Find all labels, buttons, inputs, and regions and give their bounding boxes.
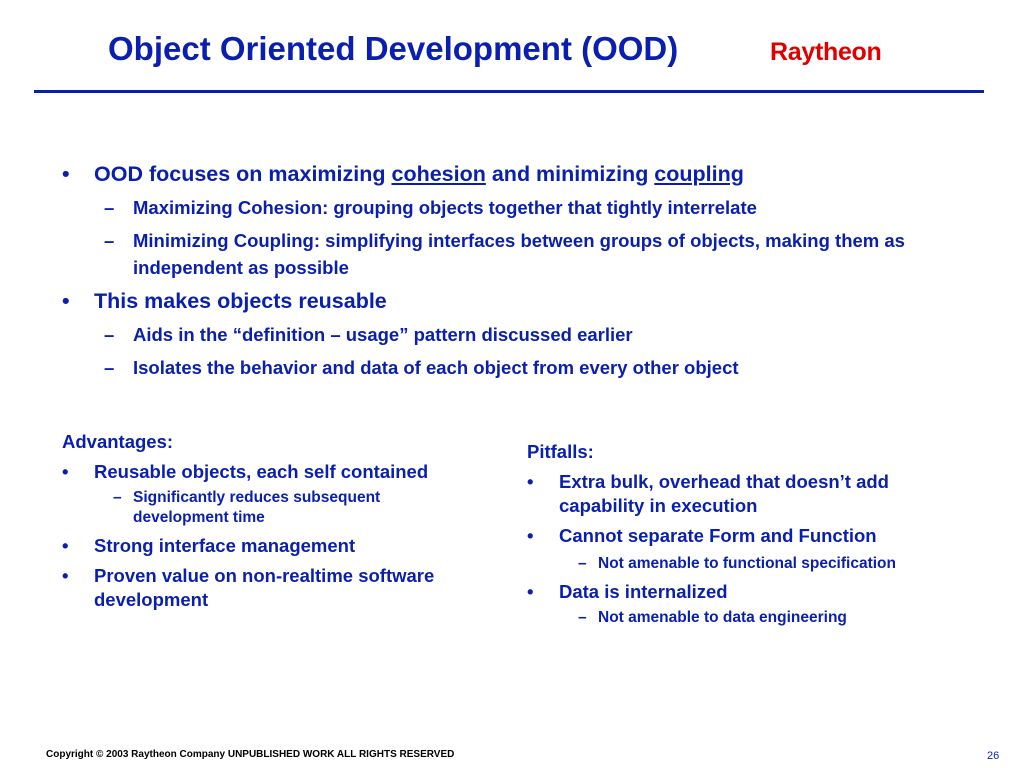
pitfall-sub-text: Not amenable to functional specification (598, 555, 896, 572)
slide-title: Object Oriented Development (OOD) (108, 30, 679, 67)
dash-marker: – (104, 230, 115, 251)
advantages-column (62, 430, 462, 612)
sub-bullet-coupling (62, 227, 962, 281)
bullet-text: and minimizing (485, 162, 655, 186)
bullet-text: This makes objects reusable (94, 289, 387, 313)
sub-bullet-text: Minimizing Coupling: simplifying interfaces between groups of objects, making them as independent as possible (133, 230, 905, 278)
dash-marker: – (104, 197, 115, 218)
dash-marker: – (104, 357, 115, 378)
dash-marker: – (104, 324, 115, 345)
advantage-text: Proven value on non-realtime software development (94, 565, 435, 610)
bullet-reusable (62, 287, 962, 315)
bullet-marker: • (62, 289, 70, 313)
bullet-marker: • (62, 162, 70, 186)
pitfall-sub-item (527, 608, 967, 628)
copyright-footer: Copyright © 2003 Raytheon Company UNPUBLISHED WORK ALL RIGHTS RESERVED (46, 749, 455, 760)
pitfall-text: Cannot separate Form and Function (559, 525, 877, 546)
pitfalls-heading: Pitfalls: (527, 441, 594, 462)
sub-bullet-text: Maximizing Cohesion: grouping objects together that tightly interrelate (133, 197, 757, 218)
pitfalls-column (527, 440, 967, 628)
dash-marker: – (578, 609, 587, 626)
main-bullet-list (62, 160, 962, 381)
advantage-item (62, 534, 462, 558)
title-divider (34, 90, 984, 93)
bullet-marker: • (527, 471, 534, 492)
advantage-text: Reusable objects, each self contained (94, 461, 429, 482)
advantage-sub-item (62, 488, 462, 528)
coupling-term: coupling (654, 162, 744, 186)
pitfall-text: Extra bulk, overhead that doesn’t add capability in execution (559, 471, 889, 516)
pitfall-text: Data is internalized (559, 581, 728, 602)
cohesion-term: cohesion (391, 162, 486, 186)
advantages-heading: Advantages: (62, 431, 174, 452)
bullet-marker: • (527, 525, 534, 546)
page-number: 26 (987, 750, 1000, 762)
sub-bullet-text: Aids in the “definition – usage” pattern discussed earlier (133, 324, 633, 345)
sub-bullet-definition-usage (62, 321, 962, 348)
advantage-item (62, 564, 462, 612)
advantage-text: Strong interface management (94, 535, 356, 556)
bullet-marker: • (62, 565, 69, 586)
raytheon-logo: Raytheon (770, 38, 882, 66)
sub-bullet-text: Isolates the behavior and data of each object from every other object (133, 357, 739, 378)
advantage-sub-text: Significantly reduces subsequent development time (133, 489, 381, 526)
pitfall-item (527, 524, 967, 548)
bullet-ood-focus (62, 160, 962, 188)
bullet-marker: • (62, 461, 69, 482)
dash-marker: – (113, 489, 122, 506)
bullet-marker: • (62, 535, 69, 556)
bullet-marker: • (527, 581, 534, 602)
dash-marker: – (578, 555, 587, 572)
pitfall-sub-text: Not amenable to data engineering (598, 609, 847, 626)
bullet-text: OOD focuses on maximizing (94, 162, 392, 186)
advantage-item (62, 460, 462, 484)
sub-bullet-cohesion (62, 194, 962, 221)
pitfall-sub-item (527, 554, 967, 574)
sub-bullet-isolation (62, 354, 962, 381)
pitfall-item (527, 470, 967, 518)
pitfall-item (527, 580, 967, 604)
